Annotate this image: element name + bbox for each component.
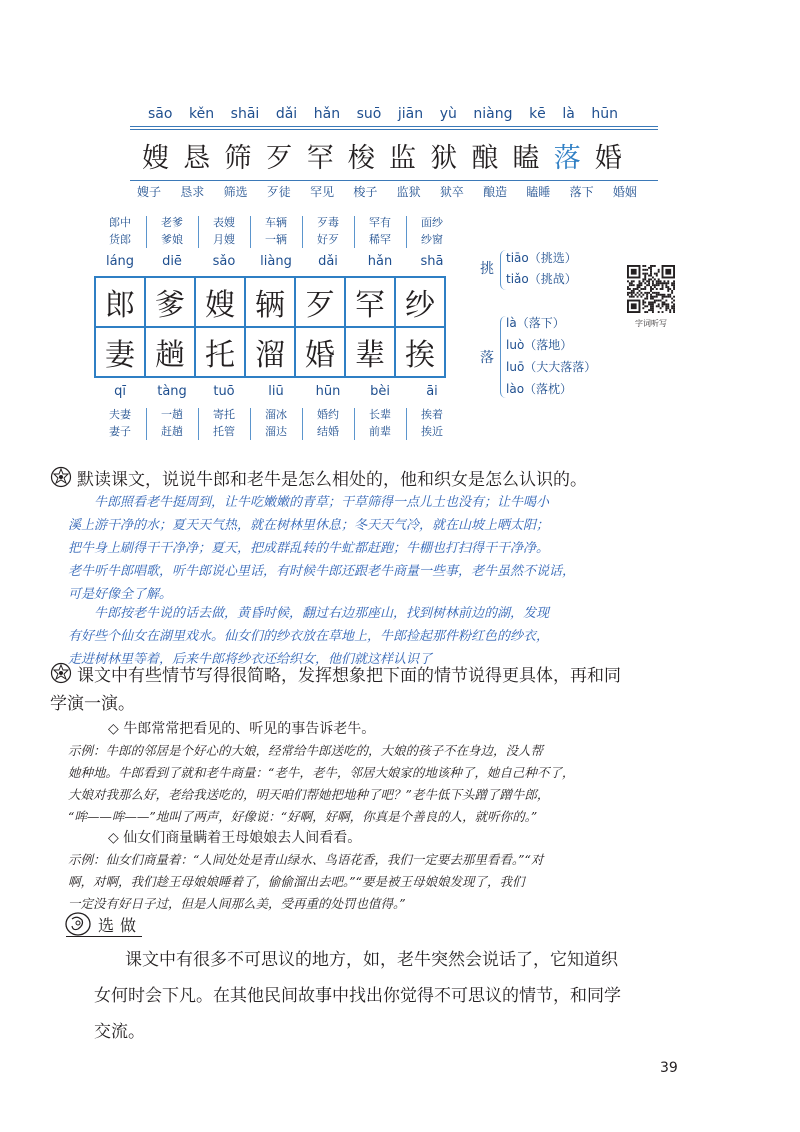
read-word: 老爹 bbox=[161, 216, 183, 229]
read-char-cell bbox=[244, 326, 296, 378]
qr-code-icon[interactable] bbox=[627, 265, 675, 313]
read-word: 赶趟 bbox=[161, 425, 183, 438]
question-2-prompt: ◇ 牛郎常常把看见的、听见的事告诉老牛。 bbox=[108, 721, 376, 737]
read-pinyin: tuō bbox=[213, 384, 235, 399]
polyphone-reading: luò（落地） bbox=[506, 338, 573, 352]
example-answer-line: “哞——哞——”地叫了两声，好像说：“好啊，好啊，你真是个善良的人，就听你的。” bbox=[68, 809, 538, 824]
write-words-row bbox=[137, 183, 637, 205]
read-word: 歹毒 bbox=[317, 216, 339, 229]
divider bbox=[302, 408, 303, 440]
optional-label: 选做 bbox=[98, 916, 143, 935]
example-answer-line: 一定没有好日子过，但是人间那么美，受再重的处罚也值得。” bbox=[68, 896, 406, 911]
read-char: 趟 bbox=[155, 338, 185, 373]
read-word: 挨着 bbox=[421, 408, 443, 421]
divider bbox=[146, 216, 147, 248]
read-pinyin-row bbox=[94, 384, 458, 402]
handwritten-answer-line: 牛郎按老牛说的话去做，黄昏时候，翻过右边那座山，找到树林前边的湖，发现 bbox=[94, 606, 550, 621]
read-char-cell bbox=[244, 276, 296, 328]
write-char: 歹 bbox=[265, 143, 293, 174]
read-word: 寄托 bbox=[213, 408, 235, 421]
polyphone-char: 挑 bbox=[480, 261, 494, 277]
write-pinyin: shāi bbox=[230, 106, 260, 122]
write-char: 婚 bbox=[594, 143, 622, 174]
divider bbox=[406, 216, 407, 248]
divider bbox=[198, 408, 199, 440]
read-pinyin: láng bbox=[105, 254, 135, 269]
read-char: 妻 bbox=[105, 338, 135, 373]
read-word: 结婚 bbox=[317, 425, 339, 438]
polyphone-reading: lào（落枕） bbox=[506, 382, 573, 396]
read-char: 辈 bbox=[355, 338, 385, 373]
write-char: 筛 bbox=[224, 143, 252, 174]
read-word: 托管 bbox=[213, 425, 235, 438]
read-word: 妻子 bbox=[109, 425, 131, 438]
write-char: 酿 bbox=[471, 143, 499, 174]
read-char-cell bbox=[194, 276, 246, 328]
read-char-cell bbox=[394, 276, 446, 328]
write-word: 恳求 bbox=[180, 185, 205, 199]
write-char: 恳 bbox=[183, 143, 211, 174]
optional-text: 交流。 bbox=[94, 1022, 145, 1042]
read-word: 一辆 bbox=[265, 233, 287, 246]
divider bbox=[354, 408, 355, 440]
read-pinyin: qī bbox=[114, 384, 126, 399]
read-pinyin: shā bbox=[420, 254, 444, 269]
divider bbox=[130, 180, 658, 181]
read-char-cell bbox=[394, 326, 446, 378]
read-word: 罕有 bbox=[369, 216, 391, 229]
write-word: 狱卒 bbox=[439, 185, 464, 199]
read-word: 表嫂 bbox=[213, 216, 235, 229]
read-char: 婚 bbox=[305, 338, 335, 373]
write-char: 梭 bbox=[347, 143, 375, 174]
read-char-row bbox=[94, 276, 458, 328]
example-answer-line: 大娘对我那么好，老给我送吃的，明天咱们帮她把地种了吧？”老牛低下头蹭了蹭牛郎， bbox=[68, 787, 550, 802]
example-answer-line: 示例：牛郎的邻居是个好心的大娘，经常给牛郎送吃的，大娘的孩子不在身边，没人帮 bbox=[68, 743, 544, 758]
write-pinyin: hūn bbox=[591, 106, 618, 122]
write-pinyin: dǎi bbox=[275, 106, 298, 122]
handwritten-answer-line: 老牛听牛郎唱歌，听牛郎说心里话，有时候牛郎还跟老牛商量一些事，老牛虽然不说话， bbox=[68, 564, 576, 579]
read-pinyin: liàng bbox=[260, 254, 292, 269]
polyphone-reading: luō（大大落落） bbox=[506, 360, 597, 374]
example-answer-line: 示例：仙女们商量着：“人间处处是青山绿水、鸟语花香，我们一定要去那里看看。”“对 bbox=[68, 852, 544, 867]
write-word: 婚姻 bbox=[612, 185, 637, 199]
divider bbox=[250, 216, 251, 248]
read-pinyin: liū bbox=[268, 384, 284, 399]
read-word: 溜达 bbox=[265, 425, 287, 438]
read-word: 稀罕 bbox=[369, 233, 391, 246]
read-word: 一趟 bbox=[161, 408, 183, 421]
read-char-cell bbox=[94, 326, 146, 378]
example-answer-line: 她种地。牛郎看到了就和老牛商量：“老牛，老牛，邻居大娘家的地该种了，她自己种不了， bbox=[68, 765, 575, 780]
read-char-cell bbox=[94, 276, 146, 328]
read-word: 车辆 bbox=[265, 216, 287, 229]
exercise-flower-icon bbox=[50, 466, 72, 488]
read-word: 挨近 bbox=[421, 425, 443, 438]
question-1-text: 默读课文，说说牛郎和老牛是怎么相处的，他和织女是怎么认识的。 bbox=[77, 470, 587, 490]
read-word: 长辈 bbox=[369, 408, 391, 421]
read-word: 货郎 bbox=[109, 233, 131, 246]
question-2-text: 课文中有些情节写得很简略，发挥想象把下面的情节说得更具体，再和同 bbox=[77, 666, 621, 686]
read-pinyin: hǎn bbox=[367, 254, 393, 269]
read-pinyin: diē bbox=[162, 254, 182, 269]
page-number: 39 bbox=[660, 1060, 678, 1076]
write-char: 落 bbox=[553, 143, 581, 174]
read-char-row bbox=[94, 326, 458, 378]
write-pinyin: yù bbox=[439, 106, 457, 122]
divider bbox=[406, 408, 407, 440]
read-word: 前辈 bbox=[369, 425, 391, 438]
write-char: 狱 bbox=[430, 143, 458, 174]
qr-label: 字词听写 bbox=[635, 319, 667, 328]
read-word: 面纱 bbox=[421, 216, 443, 229]
optional-icon bbox=[64, 911, 92, 937]
write-pinyin: là bbox=[562, 106, 575, 122]
optional-text: 女何时会下凡。在其他民间故事中找出你觉得不可思议的情节，和同学 bbox=[94, 986, 621, 1006]
write-word: 筛选 bbox=[223, 185, 248, 199]
write-pinyin: suō bbox=[356, 106, 382, 122]
read-word: 月嫂 bbox=[213, 233, 235, 246]
read-char-cell bbox=[344, 276, 396, 328]
write-word: 嫂子 bbox=[137, 185, 162, 199]
polyphone-reading: là（落下） bbox=[506, 316, 565, 330]
write-pinyin: kē bbox=[529, 106, 546, 122]
question-2-prompt: ◇ 仙女们商量瞒着王母娘娘去人间看看。 bbox=[108, 830, 362, 846]
divider bbox=[250, 408, 251, 440]
optional-text: 课文中有很多不可思议的地方，如，老牛突然会说话了，它知道织 bbox=[125, 950, 618, 970]
write-char: 罕 bbox=[306, 143, 334, 174]
read-pinyin-row bbox=[94, 254, 458, 272]
divider bbox=[66, 936, 142, 937]
read-word: 婚约 bbox=[317, 408, 339, 421]
write-word: 酿造 bbox=[483, 185, 508, 199]
write-pinyin: sāo bbox=[148, 106, 173, 122]
read-char-cell bbox=[194, 326, 246, 378]
write-pinyin-row bbox=[148, 106, 618, 128]
read-pinyin: āi bbox=[426, 384, 438, 399]
handwritten-answer-line: 把牛身上刷得干干净净；夏天，把成群乱转的牛虻都赶跑；牛棚也打扫得干干净净。 bbox=[68, 541, 550, 556]
handwritten-answer-line: 溪上游干净的水；夏天天气热，就在树林里休息；冬天天气冷，就在山坡上晒太阳； bbox=[68, 518, 550, 533]
write-pinyin: kěn bbox=[189, 106, 215, 122]
read-pinyin: hūn bbox=[315, 384, 341, 399]
exercise-flower-icon bbox=[50, 662, 72, 684]
read-pinyin: dǎi bbox=[318, 254, 338, 269]
read-word: 好歹 bbox=[317, 233, 339, 246]
read-char: 挨 bbox=[405, 338, 435, 373]
read-char-cell bbox=[144, 326, 196, 378]
write-char: 监 bbox=[389, 143, 417, 174]
polyphone-reading: tiāo（挑选） bbox=[506, 251, 577, 265]
handwritten-answer-line: 牛郎照看老牛挺周到，让牛吃嫩嫩的青草；干草筛得一点儿土也没有；让牛喝小 bbox=[94, 495, 550, 510]
write-word: 罕见 bbox=[310, 185, 335, 199]
read-char-cell bbox=[294, 326, 346, 378]
read-chars-box bbox=[94, 214, 458, 450]
write-word: 监狱 bbox=[396, 185, 421, 199]
read-char: 歹 bbox=[305, 288, 335, 323]
read-word: 夫妻 bbox=[109, 408, 131, 421]
handwritten-answer-line: 有好些个仙女在湖里戏水。仙女们的纱衣放在草地上，牛郎捡起那件粉红色的纱衣， bbox=[68, 629, 550, 644]
read-char: 托 bbox=[205, 338, 235, 373]
read-char: 爹 bbox=[155, 288, 185, 323]
write-word: 歹徒 bbox=[266, 185, 291, 199]
read-pinyin: sǎo bbox=[212, 254, 236, 269]
read-char: 辆 bbox=[255, 288, 285, 323]
write-word: 瞌睡 bbox=[526, 185, 551, 199]
divider bbox=[198, 216, 199, 248]
read-word: 爹娘 bbox=[161, 233, 183, 246]
write-pinyin: jiān bbox=[397, 106, 424, 122]
divider bbox=[354, 216, 355, 248]
write-word: 梭子 bbox=[353, 185, 378, 199]
write-word: 落下 bbox=[569, 185, 594, 199]
polyphone-char: 落 bbox=[480, 350, 494, 366]
read-char: 纱 bbox=[405, 288, 435, 323]
write-pinyin: hǎn bbox=[313, 106, 341, 122]
example-answer-line: 啊，对啊，我们趁王母娘娘睡着了，偷偷溜出去吧。”“要是被王母娘娘发现了，我们 bbox=[68, 874, 525, 889]
read-char: 郎 bbox=[105, 288, 135, 323]
read-word: 纱窗 bbox=[421, 233, 443, 246]
divider bbox=[146, 408, 147, 440]
question-2-text: 学演一演。 bbox=[50, 694, 135, 714]
write-char: 嫂 bbox=[142, 143, 169, 174]
write-pinyin: niàng bbox=[473, 106, 513, 122]
polyphone-reading: tiǎo（挑战） bbox=[506, 272, 577, 286]
handwritten-answer-line: 走进树林里等着，后来牛郎将纱衣还给织女，他们就这样认识了 bbox=[68, 652, 433, 667]
read-char-cell bbox=[144, 276, 196, 328]
read-word: 溜冰 bbox=[265, 408, 287, 421]
read-pinyin: tàng bbox=[157, 384, 187, 399]
read-char: 嫂 bbox=[205, 288, 235, 323]
read-char: 罕 bbox=[355, 288, 385, 323]
divider bbox=[302, 216, 303, 248]
divider bbox=[130, 129, 658, 130]
read-pinyin: bèi bbox=[370, 384, 390, 399]
handwritten-answer-line: 可是好像全了解。 bbox=[68, 587, 173, 602]
write-chars-row bbox=[142, 136, 622, 176]
write-char: 瞌 bbox=[512, 143, 540, 174]
read-char-cell bbox=[294, 276, 346, 328]
read-char-cell bbox=[344, 326, 396, 378]
read-word: 郎中 bbox=[109, 216, 131, 229]
divider bbox=[130, 126, 658, 127]
read-char: 溜 bbox=[255, 338, 285, 373]
